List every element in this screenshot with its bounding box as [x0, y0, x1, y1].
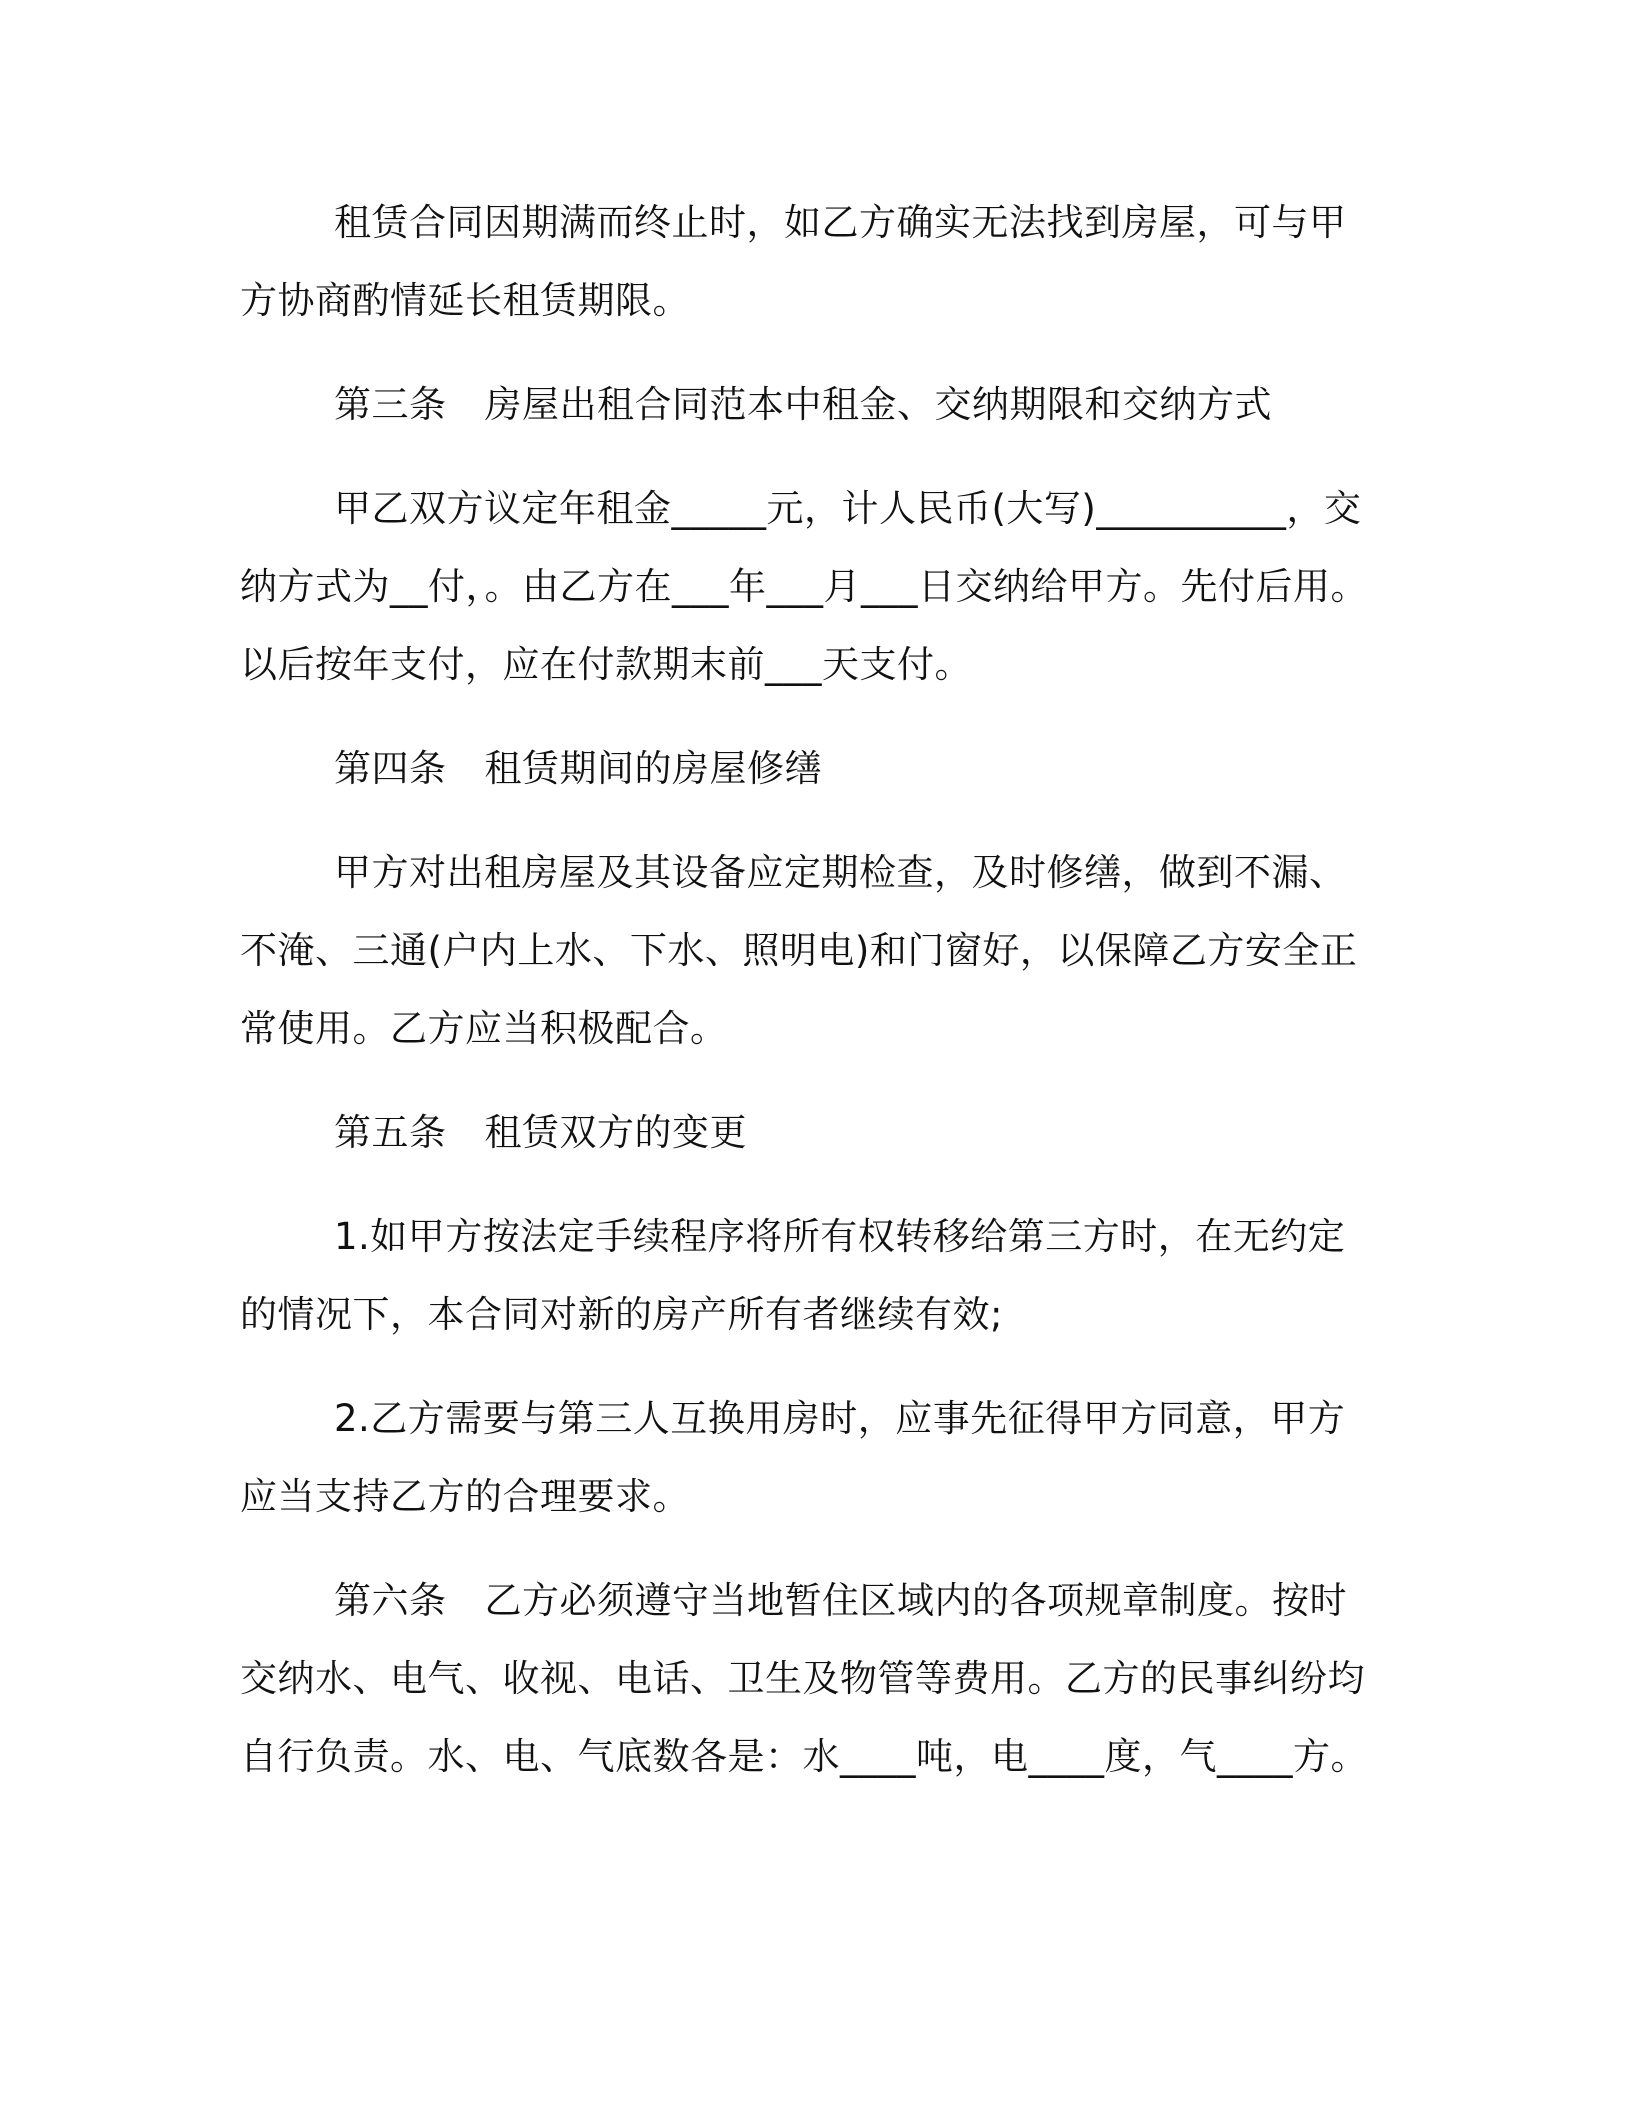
article-number: 第五条: [334, 1111, 447, 1154]
article-title: 房屋出租合同范本中租金、交纳期限和交纳方式: [484, 383, 1272, 426]
article-text: 乙方必须遵守当地暂住区域内的各项规章制度。按时交纳水、电气、收视、电话、卫生及物管等费用。乙方的民事纠纷均自行负责。水、电、气底数各是：水____吨，电____度，气____方。: [240, 1579, 1368, 1778]
paragraph-lease-extension: 租赁合同因期满而终止时，如乙方确实无法找到房屋，可与甲方协商酌情延长租赁期限。: [240, 201, 1347, 322]
document-body: [240, 184, 1380, 1822]
article-3-heading: [240, 366, 1380, 444]
paragraph-rent-payment: 甲乙双方议定年租金_____元，计人民币(大写)__________，交纳方式为__付，。由乙方在___年___月___日交纳给甲方。先付后用。以后按年支付，应在付款期末前___天支付。: [240, 487, 1368, 686]
article-6-paragraph: [240, 1562, 1380, 1796]
article-title: 租赁双方的变更: [484, 1111, 747, 1154]
article-number: 第三条: [334, 383, 447, 426]
article-number: 第六条: [334, 1579, 447, 1622]
article-4-heading: [240, 730, 1380, 808]
article-5-heading: [240, 1094, 1380, 1172]
article-number: 第四条: [334, 747, 447, 790]
article-title: 租赁期间的房屋修缮: [484, 747, 822, 790]
paragraph-ownership-transfer: 1.如甲方按法定手续程序将所有权转移给第三方时，在无约定的情况下，本合同对新的房产所有者继续有效;: [240, 1215, 1346, 1336]
paragraph-housing-exchange: 2.乙方需要与第三人互换用房时，应事先征得甲方同意，甲方应当支持乙方的合理要求。: [240, 1397, 1346, 1518]
paragraph-repairs: 甲方对出租房屋及其设备应定期检查，及时修缮，做到不漏、不淹、三通(户内上水、下水、照明电)和门窗好，以保障乙方安全正常使用。乙方应当积极配合。: [240, 851, 1358, 1050]
